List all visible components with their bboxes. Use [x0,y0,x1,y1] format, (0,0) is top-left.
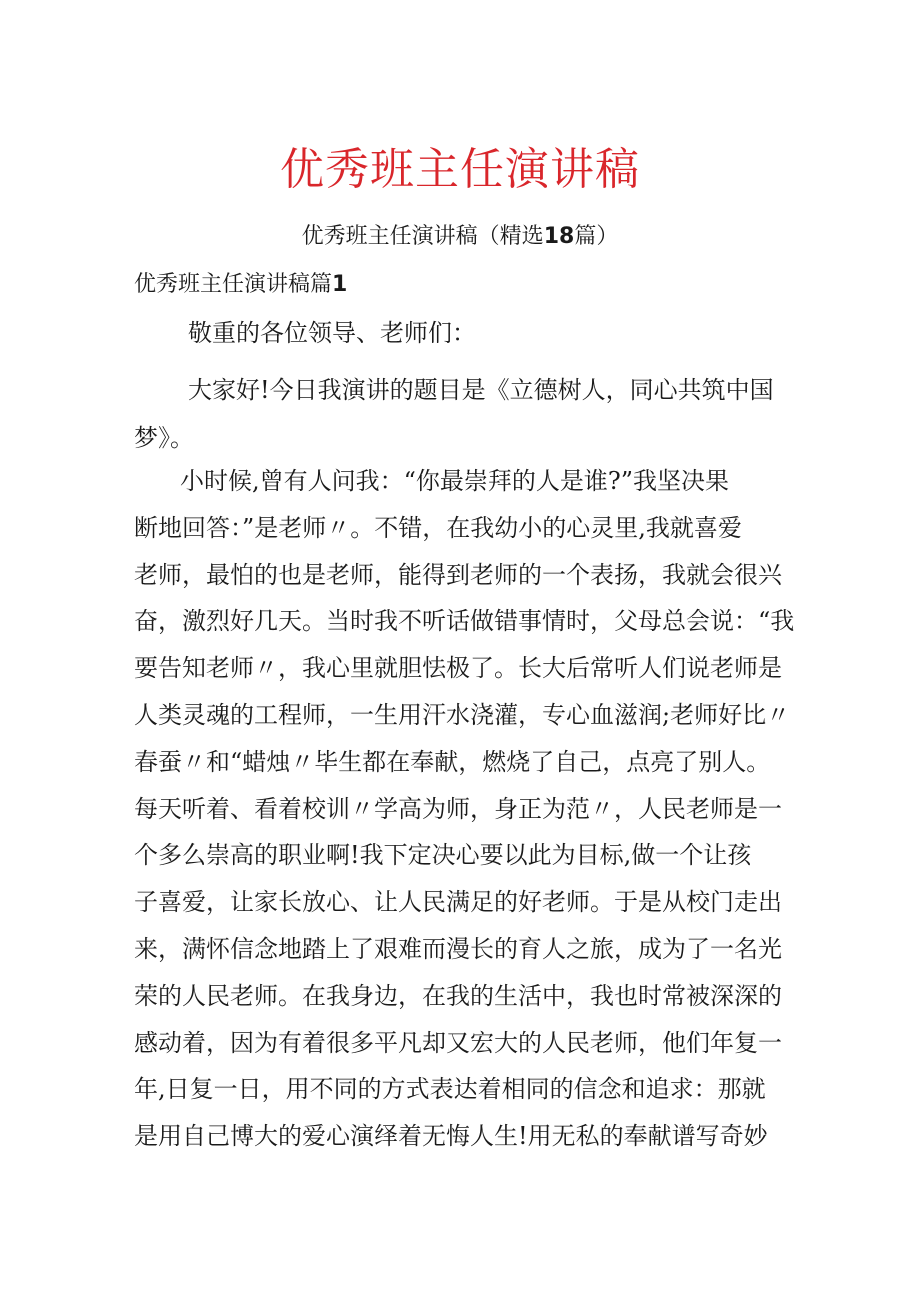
section-heading-text: 优秀班主任演讲稿篇 [134,272,333,297]
section-heading [134,268,347,302]
paragraph-line: 奋，激烈好几天。当时我不听话做错事情时，父母总会说：“我 [134,607,795,636]
paragraph-line: 要告知老师〃，我心里就胆怯极了。长大后常听人们说老师是 [134,654,782,683]
document-title: 优秀班主任演讲稿 [280,144,640,195]
salutation: 敬重的各位领导、老师们： [188,319,476,347]
section-heading-number: 1 [332,272,348,297]
paragraph-line: 年,日复一日，用不同的方式表达着相同的信念和追求：那就 [134,1075,766,1104]
subtitle-count: 18 [543,224,575,249]
paragraph-line: 人类灵魂的工程师，一生用汗水浇灌，专心血滋润;老师好比〃 [134,700,791,729]
paragraph-line: 子喜爱，让家长放心、让人民满足的好老师。于是从校门走出 [134,888,782,917]
paragraph-line: 感动着，因为有着很多平凡却又宏大的人民老师，他们年复一 [134,1028,782,1057]
subtitle-text: 优秀班主任演讲稿（精选 [301,224,544,249]
paragraph-line: 个多么崇高的职业啊!我下定决心要以此为目标,做一个让孩 [134,841,752,870]
paragraph-line: 断地回答：”是老师〃。不错，在我幼小的心灵里,我就喜爱 [134,513,742,542]
paragraph-2 [134,458,814,1160]
paragraph-line: 春蚕〃和“蜡烛〃毕生都在奉献，燃烧了自己，点亮了别人。 [134,747,771,776]
paragraph-line: 是用自己博大的爱心演绎着无悔人生!用无私的奉献谱写奇妙 [134,1122,768,1151]
paragraph-line: 大家好!今日我演讲的题目是《立德树人，同心共筑中国 [188,376,774,404]
document-subtitle [0,220,920,254]
paragraph-1 [134,366,814,462]
paragraph-line: 梦》。 [134,424,194,452]
subtitle-suffix: 篇） [574,224,619,249]
paragraph-line: 来，满怀信念地踏上了艰难而漫长的育人之旅，成为了一名光 [134,934,782,963]
paragraph-line: 每天听着、看着校训〃学高为师，身正为范〃，人民老师是一 [134,794,782,823]
paragraph-line: 小时候,曾有人问我：“你最崇拜的人是谁?”我坚决果 [180,467,730,495]
paragraph-line: 老师，最怕的也是老师，能得到老师的一个表扬，我就会很兴 [134,560,782,589]
paragraph-line: 荣的人民老师。在我身边，在我的生活中，我也时常被深深的 [134,981,782,1010]
